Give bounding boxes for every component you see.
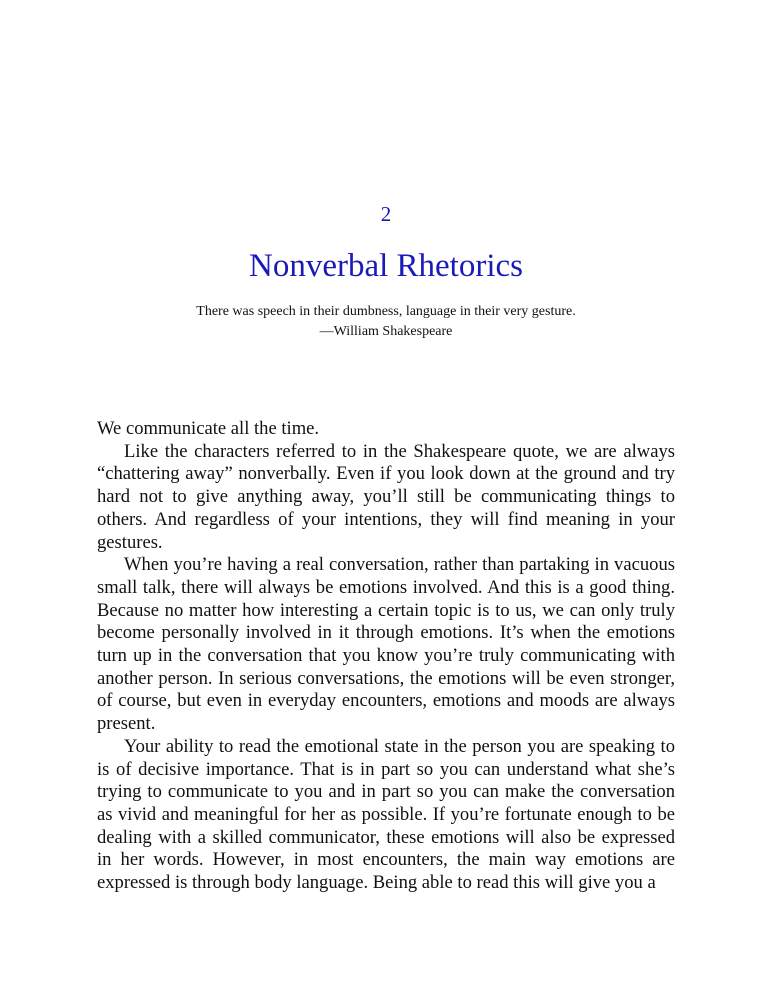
paragraph: Your ability to read the emotional state in the person you are speaking to is of decisive importance. That is in part so you can understand what she’s trying to communicate to you and in part so you can make the conversation as vivid and meaningful for her as possible. If you’re fortunate enough to be dealing with a skilled communicator, these emotions will also be expressed in her words. However, in most encounters, the main way emotions are expressed is through body language. Being able to read this will give you a (97, 735, 675, 894)
chapter-title: Nonverbal Rhetorics (248, 248, 523, 284)
paragraph: Like the characters referred to in the Shakespeare quote, we are always “chattering away” nonverbally. Even if you look down at the ground and try hard not to give anything away, you’ll still be communicating things to others. And regardless of your intentions, they will find meaning in your gestures. (97, 440, 675, 553)
epigraph (0, 302, 772, 342)
chapter-number: 2 (380, 202, 392, 226)
epigraph-quote: There was speech in their dumbness, language in their very gesture. (196, 304, 576, 319)
paragraph: We communicate all the time. (97, 418, 320, 439)
epigraph-attribution: —William Shakespeare (319, 324, 453, 339)
body-text (97, 418, 675, 895)
paragraph: When you’re having a real conversation, rather than partaking in vacuous small talk, there will always be emotions involved. And this is a good thing. Because no matter how interesting a certain topic is to us, we can only truly become personally involved in it through emotions. It’s when the emotions turn up in the conversation that you know you’re truly communicating with another person. In serious conversations, the emotions will be even stronger, of course, but even in everyday encounters, emotions and moods are always present. (97, 554, 675, 735)
